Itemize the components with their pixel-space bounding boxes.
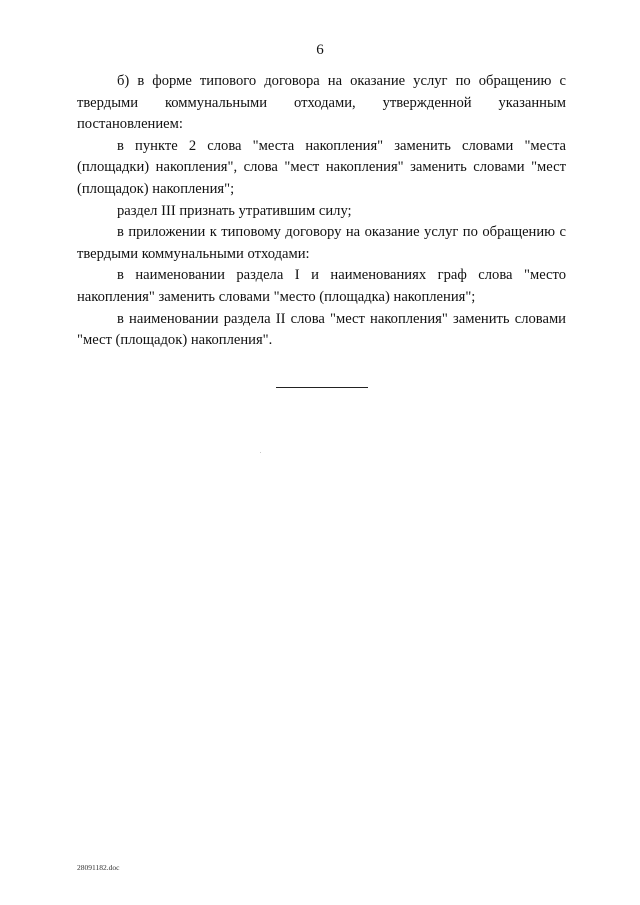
- scan-speck: [260, 452, 261, 453]
- footer-file-code: 28091182.doc: [77, 863, 120, 872]
- document-body: [77, 71, 566, 352]
- paragraph-section-3: раздел III признать утратившим силу;: [117, 202, 352, 219]
- paragraph-point-2: в пункте 2 слова "места накопления" заменить словами "места (площадки) накопления", слова "мест накопления" заменить словами "мест (площадок) накопления";: [77, 137, 566, 197]
- paragraph-appendix: в приложении к типовому договору на оказание услуг по обращению с твердыми коммунальными отходами:: [77, 224, 566, 262]
- paragraph-section-2: в наименовании раздела II слова "мест накопления" заменить словами "мест (площадок) накопления".: [77, 310, 566, 349]
- page-number: 6: [316, 42, 324, 58]
- paragraph-section-1: в наименовании раздела I и наименованиях граф слова "место накопления" заменить словами "место (площадка) накопления";: [77, 267, 566, 305]
- document-end-line: [276, 387, 368, 388]
- paragraph-b-intro: б) в форме типового договора на оказание услуг по обращению с твердыми коммунальными отходами, утвержденной указанным постановлением:: [77, 73, 566, 133]
